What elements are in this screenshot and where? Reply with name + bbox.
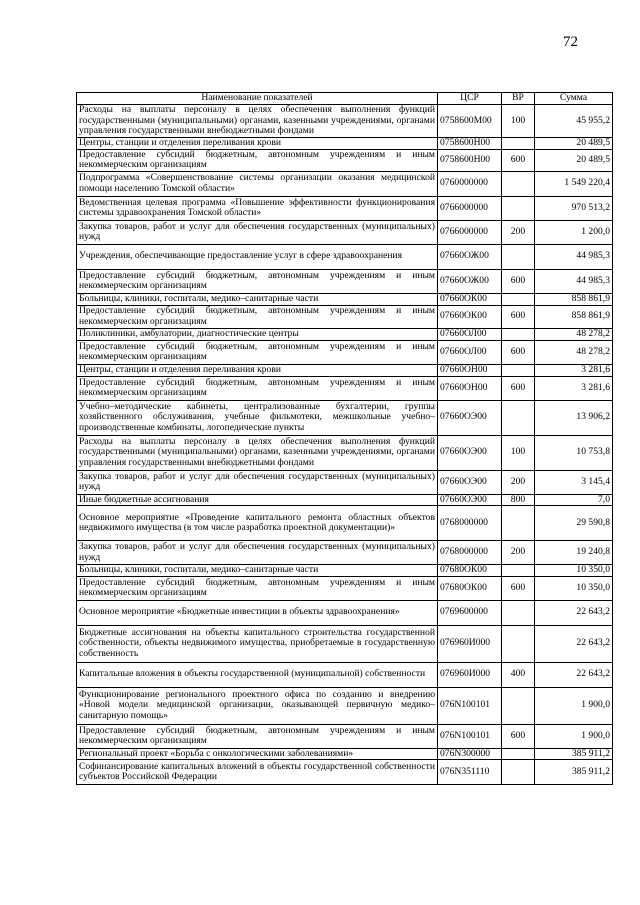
row-name: Расходы на выплаты персоналу в целях обеспечения выполнения функций государственными (муниципальными) органами, казенными учреждениями, органами управления государственными внебюджетными фондами [77, 435, 438, 470]
row-vr [502, 565, 535, 577]
row-vr: 200 [502, 541, 535, 565]
table-row [77, 565, 613, 577]
table-row [77, 494, 613, 506]
row-vr: 200 [502, 470, 535, 494]
row-vr [502, 600, 535, 625]
row-name: Больницы, клиники, госпитали, медико–санитарные части [77, 565, 438, 577]
row-name: Предоставление субсидий бюджетным, автономным учреждениям и иным некоммерческим организациям [77, 576, 438, 600]
row-csr: 07660ОЭ00 [438, 435, 502, 470]
table-row [77, 435, 613, 470]
header-vr: ВР [502, 93, 535, 105]
row-csr: 07660ОК00 [438, 293, 502, 305]
row-vr [502, 171, 535, 196]
page-number: 72 [563, 34, 578, 50]
table-row [77, 305, 613, 328]
row-name: Подпрограмма «Совершенствование системы организации оказания медицинской помощи населению Томской области» [77, 171, 438, 196]
row-csr: 07660ОЛ00 [438, 328, 502, 340]
table-row [77, 400, 613, 435]
table-row [77, 600, 613, 625]
row-sum: 10 350,0 [535, 565, 613, 577]
row-name: Функционирование регионального проектного офиса по созданию и внедрению «Новой модели медицинской организации, оказывающей первичную медико–санитарную помощь» [77, 687, 438, 724]
row-csr: 0758600Н00 [438, 138, 502, 150]
row-csr: 076N300000 [438, 748, 502, 760]
row-name: Основное мероприятие «Проведение капитального ремонта областных объектов недвижимого имущества (в том числе разработка проектной документации)» [77, 506, 438, 541]
table-row [77, 269, 613, 293]
row-sum: 3 145,4 [535, 470, 613, 494]
row-csr: 07660ОЭ00 [438, 400, 502, 435]
table-row [77, 625, 613, 662]
row-sum: 1 900,0 [535, 687, 613, 724]
row-csr: 07680ОК00 [438, 565, 502, 577]
table-row [77, 724, 613, 748]
table-row [77, 171, 613, 196]
row-sum: 858 861,9 [535, 305, 613, 328]
row-sum: 22 643,2 [535, 662, 613, 687]
row-name: Предоставление субсидий бюджетным, автономным учреждениям и иным некоммерческим организациям [77, 376, 438, 400]
row-csr: 07660ОЛ00 [438, 340, 502, 364]
row-vr [502, 748, 535, 760]
row-vr: 600 [502, 269, 535, 293]
row-csr: 0769600000 [438, 600, 502, 625]
row-csr: 0766000000 [438, 196, 502, 220]
row-csr: 0758600М00 [438, 105, 502, 138]
row-vr [502, 760, 535, 785]
row-csr: 076N351110 [438, 760, 502, 785]
table-row [77, 760, 613, 785]
row-name: Предоставление субсидий бюджетным, автономным учреждениям и иным некоммерческим организациям [77, 305, 438, 328]
row-sum: 858 861,9 [535, 293, 613, 305]
table-row [77, 149, 613, 171]
table-row [77, 328, 613, 340]
row-sum: 45 955,2 [535, 105, 613, 138]
row-name: Закупка товаров, работ и услуг для обеспечения государственных (муниципальных) нужд [77, 220, 438, 244]
row-csr: 0758600Н00 [438, 149, 502, 171]
row-name: Капитальные вложения в объекты государственной (муниципальной) собственности [77, 662, 438, 687]
row-vr [502, 364, 535, 376]
table-row [77, 293, 613, 305]
row-sum: 22 643,2 [535, 625, 613, 662]
row-name: Предоставление субсидий бюджетным, автономным учреждениям и иным некоммерческим организациям [77, 149, 438, 171]
row-name: Бюджетные ассигнования на объекты капитального строительства государственной собственности, объекты недвижимого имущества, приобретаемые в государственную собственность [77, 625, 438, 662]
budget-table [76, 92, 613, 785]
row-csr: 0768000000 [438, 541, 502, 565]
row-vr: 600 [502, 724, 535, 748]
row-name: Поликлиники, амбулатории, диагностические центры [77, 328, 438, 340]
row-csr: 07660ОЖ00 [438, 244, 502, 269]
row-name: Закупка товаров, работ и услуг для обеспечения государственных (муниципальных) нужд [77, 541, 438, 565]
row-csr: 07680ОК00 [438, 576, 502, 600]
row-csr: 07660ОН00 [438, 376, 502, 400]
row-name: Региональный проект «Борьба с онкологическими заболеваниями» [77, 748, 438, 760]
row-vr: 200 [502, 220, 535, 244]
row-sum: 970 513,2 [535, 196, 613, 220]
row-csr: 07660ОЖ00 [438, 269, 502, 293]
row-sum: 3 281,6 [535, 364, 613, 376]
row-csr: 0768000000 [438, 506, 502, 541]
row-vr [502, 400, 535, 435]
row-sum: 385 911,2 [535, 760, 613, 785]
row-vr: 600 [502, 149, 535, 171]
table-row [77, 748, 613, 760]
row-vr [502, 196, 535, 220]
row-sum: 10 753,8 [535, 435, 613, 470]
table-row [77, 470, 613, 494]
row-sum: 19 240,8 [535, 541, 613, 565]
table-header-row [77, 93, 613, 105]
row-name: Закупка товаров, работ и услуг для обеспечения государственных (муниципальных) нужд [77, 470, 438, 494]
table-row [77, 662, 613, 687]
header-name: Наименование показателей [77, 93, 438, 105]
row-sum: 3 281,6 [535, 376, 613, 400]
row-csr: 07660ОК00 [438, 305, 502, 328]
row-sum: 1 549 220,4 [535, 171, 613, 196]
row-vr: 600 [502, 305, 535, 328]
table-row [77, 340, 613, 364]
table-row [77, 541, 613, 565]
row-sum: 385 911,2 [535, 748, 613, 760]
row-sum: 20 489,5 [535, 149, 613, 171]
table-row [77, 364, 613, 376]
row-vr: 100 [502, 435, 535, 470]
row-vr [502, 328, 535, 340]
row-sum: 10 350,0 [535, 576, 613, 600]
header-sum: Сумма [535, 93, 613, 105]
row-vr: 800 [502, 494, 535, 506]
row-name: Основное мероприятие «Бюджетные инвестиции в объекты здравоохранения» [77, 600, 438, 625]
row-sum: 20 489,5 [535, 138, 613, 150]
row-sum: 1 200,0 [535, 220, 613, 244]
table-row [77, 687, 613, 724]
table-row [77, 220, 613, 244]
row-sum: 13 906,2 [535, 400, 613, 435]
row-sum: 22 643,2 [535, 600, 613, 625]
row-sum: 44 985,3 [535, 244, 613, 269]
row-vr: 400 [502, 662, 535, 687]
row-name: Центры, станции и отделения переливания крови [77, 138, 438, 150]
row-name: Больницы, клиники, госпитали, медико–санитарные части [77, 293, 438, 305]
row-csr: 076N100101 [438, 687, 502, 724]
row-name: Расходы на выплаты персоналу в целях обеспечения выполнения функций государственными (муниципальными) органами, казенными учреждениями, органами управления государственными внебюджетными фондами [77, 105, 438, 138]
table-row [77, 138, 613, 150]
row-sum: 7,0 [535, 494, 613, 506]
row-csr: 076960И000 [438, 625, 502, 662]
row-name: Учреждения, обеспечивающие предоставление услуг в сфере здравоохранения [77, 244, 438, 269]
row-vr: 600 [502, 340, 535, 364]
table-row [77, 244, 613, 269]
row-vr: 100 [502, 105, 535, 138]
row-vr [502, 293, 535, 305]
row-name: Ведомственная целевая программа «Повышение эффективности функционирования системы здравоохранения Томской области» [77, 196, 438, 220]
row-vr: 600 [502, 576, 535, 600]
row-csr: 07660ОЭ00 [438, 470, 502, 494]
row-csr: 07660ОН00 [438, 364, 502, 376]
row-sum: 1 900,0 [535, 724, 613, 748]
row-name: Центры, станции и отделения переливания крови [77, 364, 438, 376]
row-vr [502, 506, 535, 541]
row-vr: 600 [502, 376, 535, 400]
row-csr: 076960И000 [438, 662, 502, 687]
row-vr [502, 625, 535, 662]
row-csr: 0766000000 [438, 220, 502, 244]
row-name: Предоставление субсидий бюджетным, автономным учреждениям и иным некоммерческим организациям [77, 724, 438, 748]
row-csr: 076N100101 [438, 724, 502, 748]
row-vr [502, 138, 535, 150]
row-name: Учебно–методические кабинеты, централизованные бухгалтерии, группы хозяйственного обслуживания, учебные фильмотеки, межшкольные учебно–производственные комбинаты, логопедические пункты [77, 400, 438, 435]
table-row [77, 105, 613, 138]
table-row [77, 196, 613, 220]
row-name: Иные бюджетные ассигнования [77, 494, 438, 506]
table-row [77, 506, 613, 541]
row-sum: 29 590,8 [535, 506, 613, 541]
row-csr: 0760000000 [438, 171, 502, 196]
table-row [77, 376, 613, 400]
row-csr: 07660ОЭ00 [438, 494, 502, 506]
table-row [77, 576, 613, 600]
row-sum: 48 278,2 [535, 328, 613, 340]
row-name: Софинансирование капитальных вложений в объекты государственной собственности субъектов Российской Федерации [77, 760, 438, 785]
header-csr: ЦСР [438, 93, 502, 105]
row-name: Предоставление субсидий бюджетным, автономным учреждениям и иным некоммерческим организациям [77, 340, 438, 364]
row-vr [502, 687, 535, 724]
row-sum: 44 985,3 [535, 269, 613, 293]
row-sum: 48 278,2 [535, 340, 613, 364]
table-body [77, 105, 613, 785]
row-name: Предоставление субсидий бюджетным, автономным учреждениям и иным некоммерческим организациям [77, 269, 438, 293]
row-vr [502, 244, 535, 269]
